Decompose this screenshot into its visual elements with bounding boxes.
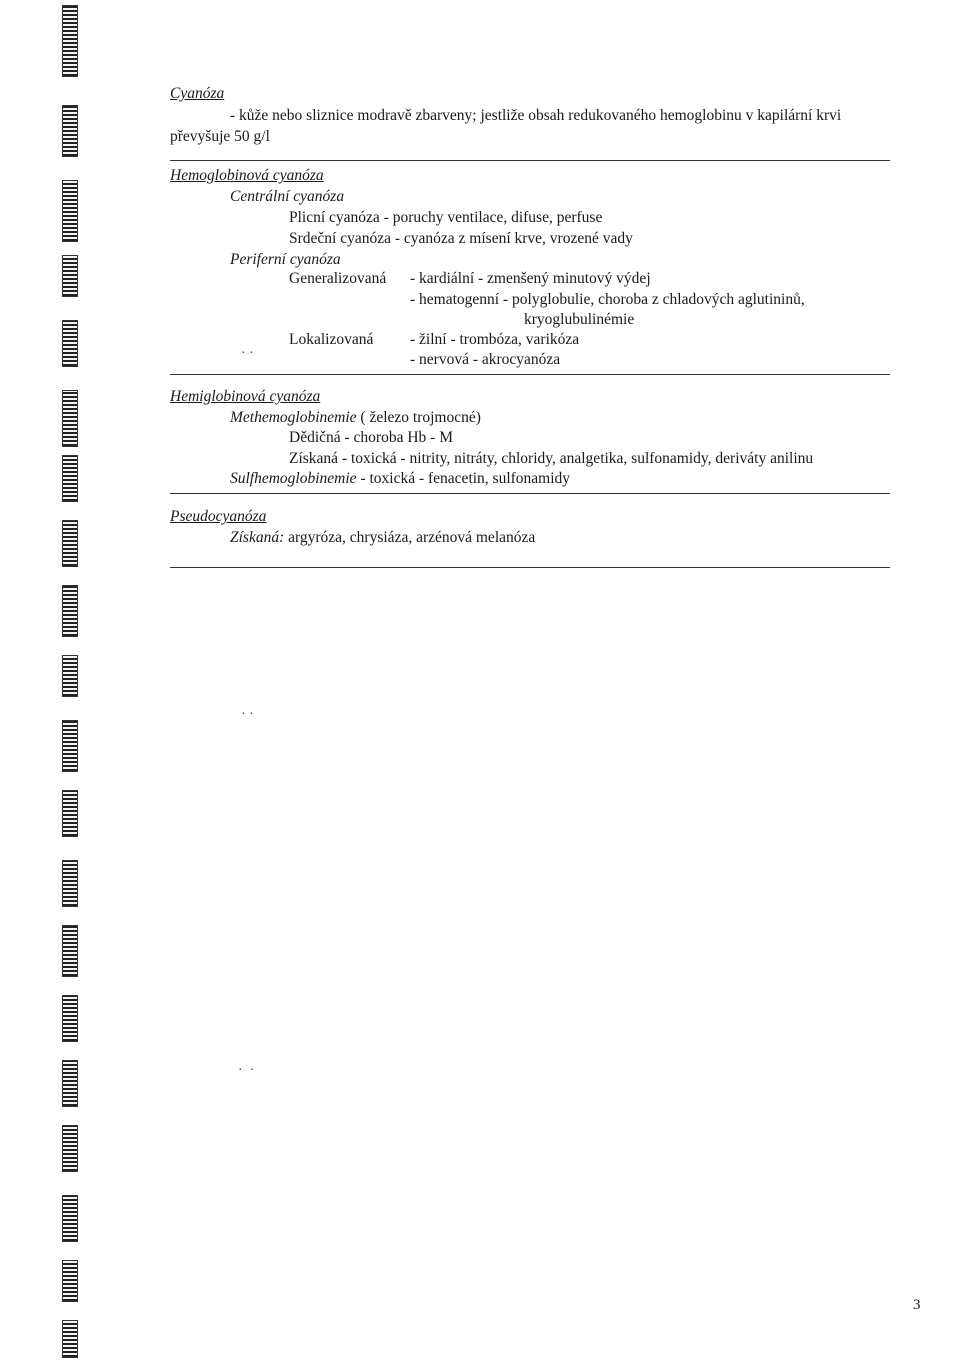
binding-hole [62, 790, 78, 837]
lokalizovana-label: Lokalizovaná [289, 331, 374, 348]
dedicna: Dědičná - choroba Hb - M [289, 429, 453, 446]
sulfhemoglobinemie-note: - toxická - fenacetin, sulfonamidy [356, 470, 571, 487]
plicni-cyanoza: Plicní cyanóza - poruchy ventilace, difuse, perfuse [289, 209, 603, 226]
methemoglobinemie-note: ( železo trojmocné) [356, 409, 481, 426]
binding-hole [62, 5, 78, 77]
divider [170, 160, 890, 161]
page-number: 3 [913, 1297, 921, 1313]
section-heading-hemiglobinova: Hemiglobinová cyanóza [170, 388, 321, 405]
binding-hole [62, 105, 78, 157]
binding-hole [62, 1060, 78, 1107]
generalizovana-label: Generalizovaná [289, 270, 387, 287]
divider [170, 567, 890, 568]
section-heading-pseudocyanoza: Pseudocyanóza [170, 508, 267, 525]
srdecni-cyanoza: Srdeční cyanóza - cyanóza z mísení krve, vrozené vady [289, 230, 633, 247]
binding-hole [62, 520, 78, 567]
sulfhemoglobinemie [230, 469, 570, 489]
binding-hole [62, 585, 78, 637]
cyanoza-definition-line2: převyšuje 50 g/l [170, 128, 270, 145]
pseudocyanoza-ziskana [230, 528, 535, 548]
divider [170, 374, 890, 375]
sulfhemoglobinemie-term: Sulfhemoglobinemie [230, 470, 357, 487]
binding-hole [62, 1260, 78, 1302]
lokalizovana-item-2: - nervová - akrocyanóza [410, 351, 561, 368]
subheading-periferni: Periferní cyanóza [230, 251, 341, 268]
binding-hole [62, 455, 78, 502]
divider [170, 493, 890, 494]
binding-hole [62, 180, 78, 242]
binding-hole [62, 320, 78, 367]
scan-speck: · · [241, 346, 254, 361]
generalizovana-item-2: - hematogenní - polyglobulie, choroba z chladových aglutininů, [410, 291, 805, 308]
binding-hole [62, 1320, 78, 1358]
section-heading-hemoglobinova: Hemoglobinová cyanóza [170, 167, 324, 184]
methemoglobinemie [230, 408, 481, 428]
scan-speck: · · [238, 1063, 255, 1078]
binding-hole [62, 995, 78, 1042]
pseudocyanoza-ziskana-label: Získaná: [230, 529, 285, 546]
methemoglobinemie-term: Methemoglobinemie [230, 409, 357, 426]
pseudocyanoza-ziskana-text: argyróza, chrysiáza, arzénová melanóza [284, 529, 536, 546]
binding-hole [62, 390, 78, 447]
cyanoza-definition-line1: - kůže nebo sliznice modravě zbarveny; jestliže obsah redukovaného hemoglobinu v kapilární krvi [230, 107, 842, 124]
generalizovana-item-1: - kardiální - zmenšený minutový výdej [410, 270, 651, 287]
scan-speck: · · [241, 707, 254, 722]
binding-hole [62, 720, 78, 772]
subheading-centralni: Centrální cyanóza [230, 188, 345, 205]
binding-hole [62, 255, 78, 297]
section-heading-cyanoza: Cyanóza [170, 85, 225, 102]
binding-hole [62, 1125, 78, 1172]
lokalizovana-item-1: - žilní - trombóza, varikóza [410, 331, 580, 348]
ziskana: Získaná - toxická - nitrity, nitráty, chloridy, analgetika, sulfonamidy, deriváty anilinu [289, 450, 814, 467]
binding-hole [62, 1195, 78, 1242]
binding-hole [62, 925, 78, 977]
binding-hole [62, 655, 78, 697]
generalizovana-item-3: kryoglubulinémie [524, 311, 635, 328]
binding-hole [62, 860, 78, 907]
